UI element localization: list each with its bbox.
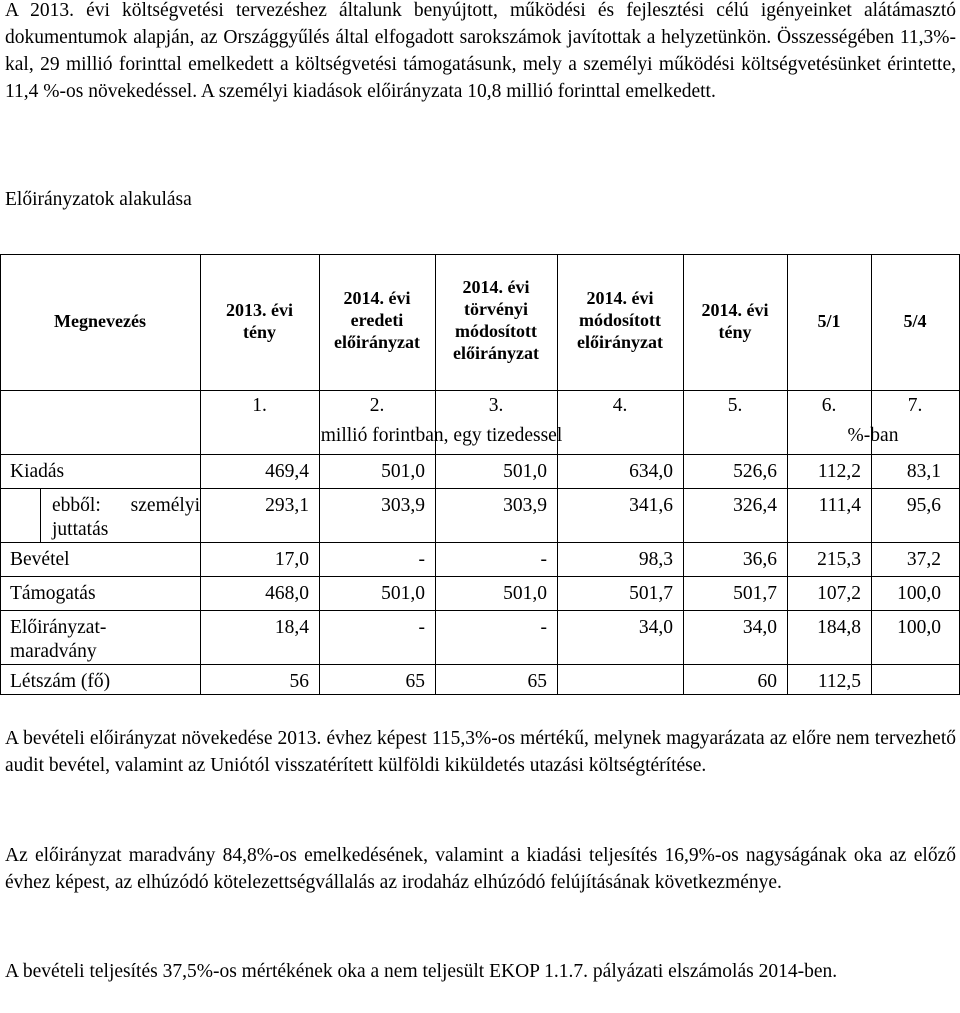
unit-million: millió forintban, egy tizedessel	[320, 425, 563, 446]
header-name: Megnevezés	[54, 311, 146, 331]
table-cell: 56	[289, 671, 309, 692]
table-cell: 501,0	[381, 583, 425, 604]
table-cell: 112,5	[817, 671, 861, 692]
table-cell: 501,0	[503, 461, 547, 482]
table-cell: 34,0	[742, 617, 777, 638]
unit-percent: %-ban	[847, 425, 899, 446]
header-col4: 2014. évi módosított előirányzat	[577, 288, 663, 352]
table-cell: 634,0	[629, 461, 673, 482]
table-cell: 65	[527, 671, 547, 692]
row-label-continued: juttatás	[52, 519, 109, 540]
row-label-continued: maradvány	[10, 641, 97, 662]
table-cell: 501,0	[503, 583, 547, 604]
col-number: 1.	[252, 395, 267, 416]
row-label: Támogatás	[10, 583, 96, 604]
table-cell: -	[540, 617, 547, 638]
table-cell: -	[418, 617, 425, 638]
header-col1: 2013. évi tény	[226, 300, 293, 342]
table-cell: 95,6	[906, 495, 941, 516]
header-col6: 5/1	[817, 311, 841, 331]
table-cell: 468,0	[265, 583, 309, 604]
table-cell: 36,6	[742, 549, 777, 570]
appropriations-table	[0, 254, 960, 694]
table-cell: 526,6	[733, 461, 777, 482]
table-cell: 112,2	[817, 461, 861, 482]
col-number: 5.	[727, 395, 743, 416]
row-label: Bevétel	[10, 549, 70, 570]
table-cell: 107,2	[817, 583, 861, 604]
table-cell: 34,0	[638, 617, 673, 638]
table-cell: 326,4	[733, 495, 777, 516]
col-number: 3.	[488, 395, 504, 416]
table-cell: 293,1	[265, 495, 309, 516]
table-cell: 501,0	[381, 461, 425, 482]
table-cell: 60	[757, 671, 777, 692]
table-cell: 184,8	[817, 617, 861, 638]
header-col5: 2014. évi tény	[701, 300, 769, 342]
table-cell: 303,9	[503, 495, 547, 516]
table-cell: 215,3	[817, 549, 861, 570]
table-cell: 501,7	[629, 583, 673, 604]
header-col7: 5/4	[903, 311, 927, 331]
col-number: 2.	[369, 395, 385, 416]
table-cell: 17,0	[274, 549, 309, 570]
table-cell: 501,7	[733, 583, 777, 604]
paragraph-revenue: A bevételi előirányzat növekedése 2013. évhez képest 115,3%-os mértékű, melynek magyarázata az előre nem tervezhető audit bevétel, valamint az Uniótól visszatérített külföldi kiküldetés utazási költségtérítése.	[5, 728, 956, 776]
row-label: ebből: személyi	[52, 495, 200, 516]
table-cell: 83,1	[906, 461, 941, 482]
col-number: 7.	[907, 395, 923, 416]
table-cell: 111,4	[818, 495, 861, 516]
paragraph-residual: Az előirányzat maradvány 84,8%-os emelkedésének, valamint a kiadási teljesítés 16,9%-os nagyságának oka az előző évhez képest, az elhúzódó kötelezettségvállalás az irodaház elhúzódó felújításának következménye.	[5, 845, 956, 893]
header-col3: 2014. évi törvényi módosított előirányzat	[453, 277, 539, 363]
table-cell: -	[418, 549, 425, 570]
row-label: Kiadás	[10, 461, 65, 482]
paragraph-performance: A bevételi teljesítés 37,5%-os mértékének oka a nem teljesült EKOP 1.1.7. pályázati elszámolás 2014-ben.	[5, 961, 838, 982]
table-cell: 37,2	[906, 549, 941, 570]
row-label: Létszám (fő)	[10, 671, 111, 692]
col-number: 6.	[821, 395, 837, 416]
section-title: Előirányzatok alakulása	[5, 189, 192, 210]
header-col2: 2014. évi eredeti előirányzat	[334, 288, 420, 352]
table-cell: 98,3	[638, 549, 673, 570]
row-label: Előirányzat-	[10, 617, 107, 638]
table-cell: 469,4	[265, 461, 309, 482]
table-cell: 303,9	[381, 495, 425, 516]
table-cell: 100,0	[897, 583, 941, 604]
table-cell: 18,4	[274, 617, 309, 638]
col-number: 4.	[612, 395, 628, 416]
table-cell: 65	[405, 671, 425, 692]
intro-paragraph: A 2013. évi költségvetési tervezéshez általunk benyújtott, működési és fejlesztési célú igényeinket alátámasztó dokumentumok alapján, az Országgyűlés által elfogadott sarokszámok javítottak a helyzetünkön. Összességében 11,3%-kal, 29 millió forinttal emelkedett a költségvetési támogatásunk, mely a személyi működési költségvetésünket érintette, 11,4 %-os növekedéssel. A személyi kiadások előirányzata 10,8 millió forinttal emelkedett.	[5, 0, 956, 102]
table-cell: 341,6	[629, 495, 673, 516]
table-cell: 100,0	[897, 617, 941, 638]
table-cell: -	[540, 549, 547, 570]
